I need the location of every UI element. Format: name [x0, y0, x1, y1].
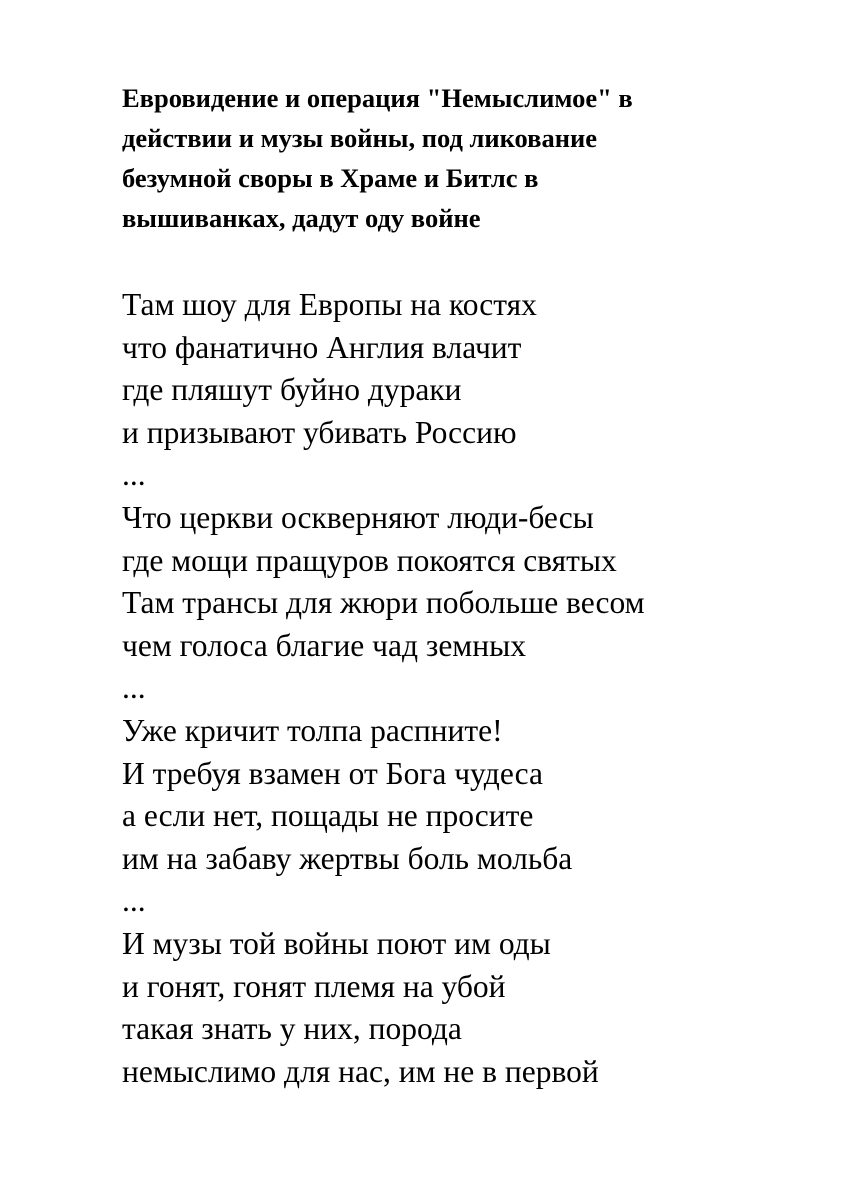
poem-line: Там шоу для Европы на костях	[122, 287, 537, 322]
poem-line: и гонят, гонят племя на убой	[122, 968, 506, 1004]
poem-line: что фанатично Англия влачит	[122, 329, 522, 365]
stanza-separator: ...	[122, 883, 146, 919]
poem-line: чем голоса благие чад земных	[122, 627, 527, 663]
poem-line: и призывают убивать Россию	[122, 414, 517, 450]
title-line: безумной своры в Храме и Битлс в	[122, 163, 539, 193]
poem-line: Уже кричит толпа распните!	[122, 712, 503, 748]
poem-body	[122, 284, 809, 1093]
title-line: действии и музы войны, под ликование	[122, 123, 597, 153]
poem-line: где пляшут буйно дураки	[122, 372, 462, 408]
poem-line: И требуя взамен от Бога чудеса	[122, 755, 543, 791]
title-line: вышиванках, дадут оду войне	[122, 203, 481, 233]
poem-line: такая знать у них, порода	[122, 1011, 462, 1047]
poem-line: И музы той войны поют им оды	[122, 925, 551, 961]
stanza-separator: ...	[122, 670, 146, 706]
poem-line: Что церкви оскверняют люди-бесы	[122, 499, 594, 535]
stanza-separator: ...	[122, 457, 146, 493]
document-title	[122, 78, 809, 238]
poem-line: им на забаву жертвы боль мольба	[122, 840, 573, 876]
poem-line: а если нет, пощады не просите	[122, 798, 534, 834]
poem-line: немыслимо для нас, им не в первой	[122, 1053, 599, 1089]
title-line: Евровидение и операция "Немыслимое" в	[122, 83, 633, 113]
poem-line: где мощи пращуров покоятся святых	[122, 542, 617, 578]
poem-line: Там трансы для жюри побольше весом	[122, 585, 645, 621]
